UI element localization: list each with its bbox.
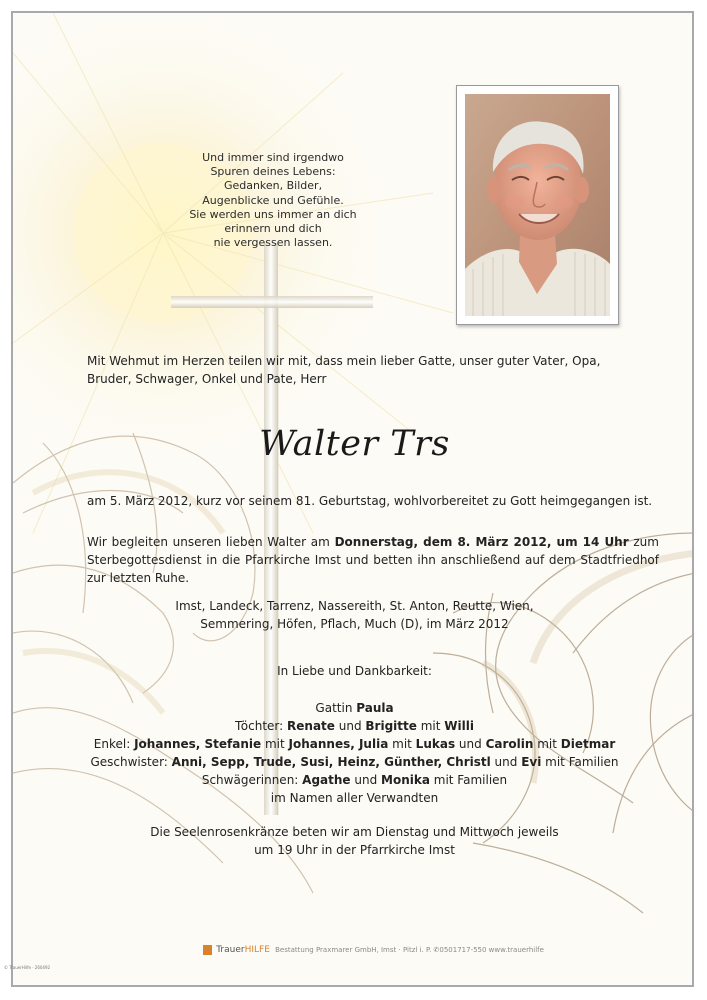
- mourner-text: mit Familien: [429, 773, 508, 787]
- mourners-list: [13, 662, 694, 807]
- funeral-text: Wir begleiten unseren lieben Walter am: [87, 535, 335, 549]
- rosary-line: um 19 Uhr in der Pfarrkirche Imst: [254, 843, 455, 857]
- rosary-notice: [13, 823, 694, 859]
- mourner-line: [13, 735, 694, 753]
- footer-meta: Bestattung Praxmarer GmbH, Imst · Pitzl i. P. ✆0501717-550 www.trauerhilfe: [275, 946, 544, 954]
- mourner-text: Enkel:: [93, 737, 135, 751]
- mourner-name: Evi: [521, 755, 542, 769]
- death-notice: am 5. März 2012, kurz vor seinem 81. Geburtstag, wohlvorbereitet zu Gott heimgegangen ist.: [87, 494, 653, 508]
- mourner-text: mit: [416, 719, 445, 733]
- deceased-name: Walter Trs: [259, 424, 450, 464]
- announcement-intro: Mit Wehmut im Herzen teilen wir mit, dass mein lieber Gatte, unser guter Vater, Opa, Bruder, Schwager, Onkel und Pate, Herr: [87, 354, 601, 386]
- mourner-line: [13, 771, 694, 789]
- mourner-text: Gattin: [315, 701, 357, 715]
- quote-line: Gedanken, Bilder,: [223, 179, 323, 193]
- mourner-name: Monika: [381, 773, 430, 787]
- brand-part: Trauer: [216, 945, 245, 955]
- mourner-text: mit: [533, 737, 561, 751]
- mourner-text: und: [334, 719, 366, 733]
- obituary-card: [11, 11, 694, 987]
- quote-line: Sie werden uns immer an dich: [189, 207, 357, 221]
- funeral-details: [87, 533, 659, 587]
- mourner-name: Johannes, Julia: [288, 737, 389, 751]
- footer-imprint: [203, 945, 563, 959]
- mourner-name: Lukas: [415, 737, 456, 751]
- mourner-line: [13, 753, 694, 771]
- mourner-name: Willi: [444, 719, 474, 733]
- mourner-text: und: [455, 737, 486, 751]
- mourner-name: Brigitte: [365, 719, 417, 733]
- mourner-line: [13, 789, 694, 807]
- brand-part: HILFE: [244, 945, 270, 955]
- mourner-name: Paula: [356, 701, 394, 715]
- mourner-lines: [13, 699, 694, 807]
- memorial-quote: [163, 151, 383, 250]
- mourner-text: mit: [261, 737, 289, 751]
- places-line: Imst, Landeck, Tarrenz, Nassereith, St. Anton, Reutte, Wien,: [175, 599, 534, 613]
- quote-line: Und immer sind irgendwo: [202, 151, 344, 164]
- places-list: [13, 597, 694, 633]
- mourner-line: [13, 699, 694, 717]
- mourner-text: Schwägerinnen:: [201, 773, 303, 787]
- mourner-text: und: [350, 773, 382, 787]
- mourner-text: im Namen aller Verwandten: [270, 791, 439, 805]
- quote-line: Spuren deines Lebens:: [210, 165, 336, 179]
- portrait-image: [465, 94, 610, 316]
- funeral-date: Donnerstag, dem 8. März 2012, um 14 Uhr: [334, 535, 629, 549]
- quote-line: erinnern und dich: [224, 222, 322, 236]
- trauerhilfe-logo-icon: [203, 945, 212, 955]
- mourner-name: Anni, Sepp, Trude, Susi, Heinz, Günther, Christl: [171, 755, 491, 769]
- portrait-photo: [456, 85, 619, 325]
- mourner-name: Agathe: [302, 773, 351, 787]
- mourner-text: mit Familien: [541, 755, 619, 769]
- quote-line: nie vergessen lassen.: [213, 236, 333, 250]
- places-line: Semmering, Höfen, Pflach, Much (D), im März 2012: [200, 617, 509, 631]
- mourner-line: [13, 717, 694, 735]
- mourner-name: Johannes, Stefanie: [134, 737, 262, 751]
- mourner-text: mit: [388, 737, 416, 751]
- funeral-text: zum Sterbegottesdienst in die Pfarrkirche Imst und betten ihn anschließend auf dem Stadtfriedhof zur letzten Ruhe.: [87, 535, 659, 585]
- quote-line: Augenblicke und Gefühle.: [202, 193, 344, 207]
- mourner-name: Renate: [287, 719, 335, 733]
- mourner-name: Carolin: [485, 737, 534, 751]
- mourners-intro: In Liebe und Dankbarkeit:: [277, 664, 432, 678]
- mourner-text: Geschwister:: [90, 755, 172, 769]
- mourner-name: Dietmar: [560, 737, 616, 751]
- rosary-line: Die Seelenrosenkränze beten wir am Dienstag und Mittwoch jeweils: [150, 825, 559, 839]
- mourner-text: und: [490, 755, 522, 769]
- mourner-text: Töchter:: [235, 719, 288, 733]
- copyright-note: © TrauerHilfe · 260492: [4, 965, 51, 970]
- brand-name: [216, 945, 270, 955]
